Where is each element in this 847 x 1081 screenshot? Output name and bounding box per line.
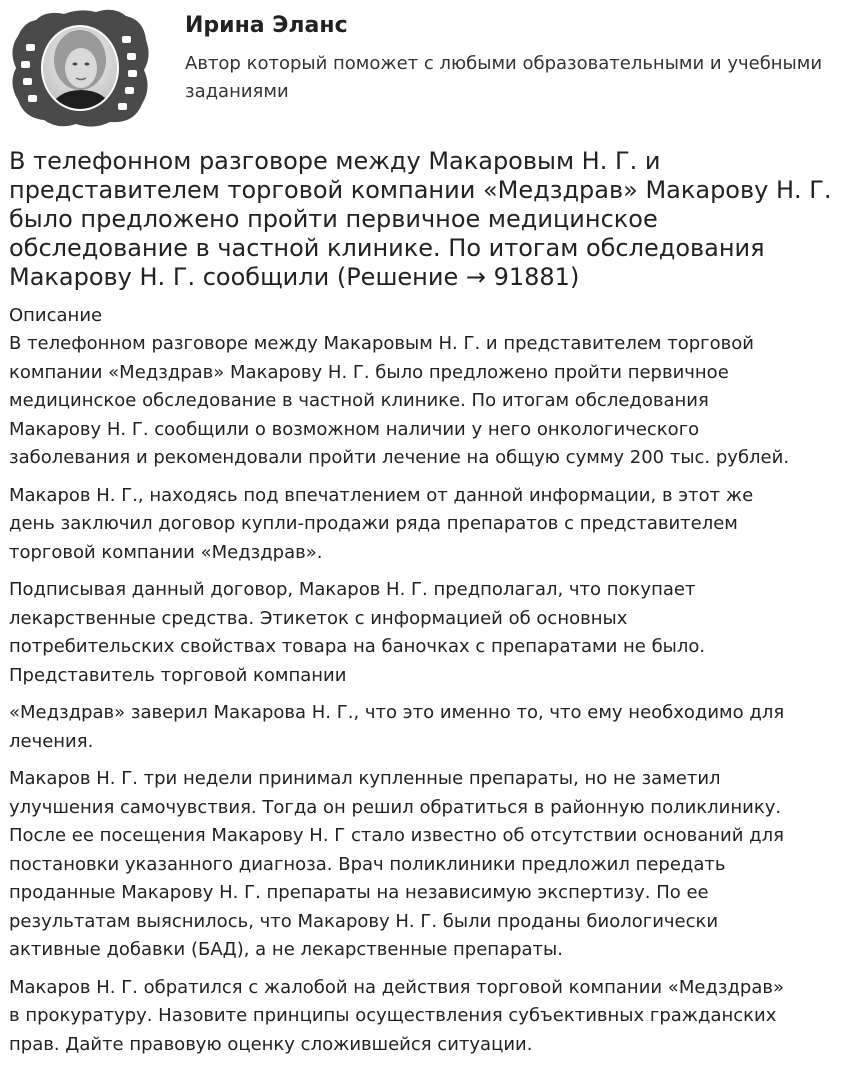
description-label: Описание xyxy=(9,305,103,326)
description-paragraph-6: Макаров Н. Г. обратился с жалобой на действия торговой компании «Медздрав» в прокуратуру. Назовите принципы осуществления субъективных гражданских прав. Дайте правовую оценку сложившейся ситуации. xyxy=(9,976,784,1055)
author-avatar[interactable] xyxy=(6,6,152,130)
description-paragraph-5: Макаров Н. Г. три недели принимал купленные препараты, но не заметил улучшения самочувствия. Тогда он решил обратиться в районную поликлинику. После ее посещения Макарову Н. Г стало известно об отсутствии оснований для постановки указанного диагноза. Врач поликлиники предложил передать проданные Макарову Н. Г. препараты на независимую экспертизу. По ее результатам выяснилось, что Макарову Н. Г. были проданы биологически активные добавки (БАД), а не лекарственные препараты. xyxy=(9,768,784,960)
author-card xyxy=(0,0,847,140)
description-paragraph-1: В телефонном разговоре между Макаровым Н. Г. и представителем торговой компании «Медздрав» Макарову Н. Г. было предложено пройти первичное медицинское обследование в частной клинике. По итогам обследования Макарову Н. Г. сообщили о возможном наличии у него онкологического заболевания и рекомендовали пройти лечение на общую сумму 200 тыс. рублей. xyxy=(9,333,790,468)
description-paragraph-4: «Медздрав» заверил Макарова Н. Г., что это именно то, что ему необходимо для лечения. xyxy=(9,702,785,752)
author-bio: Автор который поможет с любыми образовательными и учебными заданиями xyxy=(185,53,823,102)
description-section xyxy=(9,302,841,1068)
author-name[interactable]: Ирина Эланс xyxy=(185,13,348,38)
avatar-film-frame-image xyxy=(6,6,152,130)
description-paragraph-2: Макаров Н. Г., находясь под впечатлением от данной информации, в этот же день заключил договор купли-продажи ряда препаратов с представителем торговой компании «Медздрав». xyxy=(9,484,754,563)
page-title: В телефонном разговоре между Макаровым Н. Г. и представителем торговой компании «Медздрав» Макарову Н. Г. было предложено пройти первичное медицинское обследование в частной клинике. По итогам обследования Макарову Н. Г. сообщили (Решение → 91881) xyxy=(9,147,832,291)
description-paragraph-3: Подписывая данный договор, Макаров Н. Г. предполагал, что покупает лекарственные средства. Этикеток с информацией об основных потребительских свойствах товара на баночках с препаратами не было. Представитель торговой компании xyxy=(9,579,706,686)
